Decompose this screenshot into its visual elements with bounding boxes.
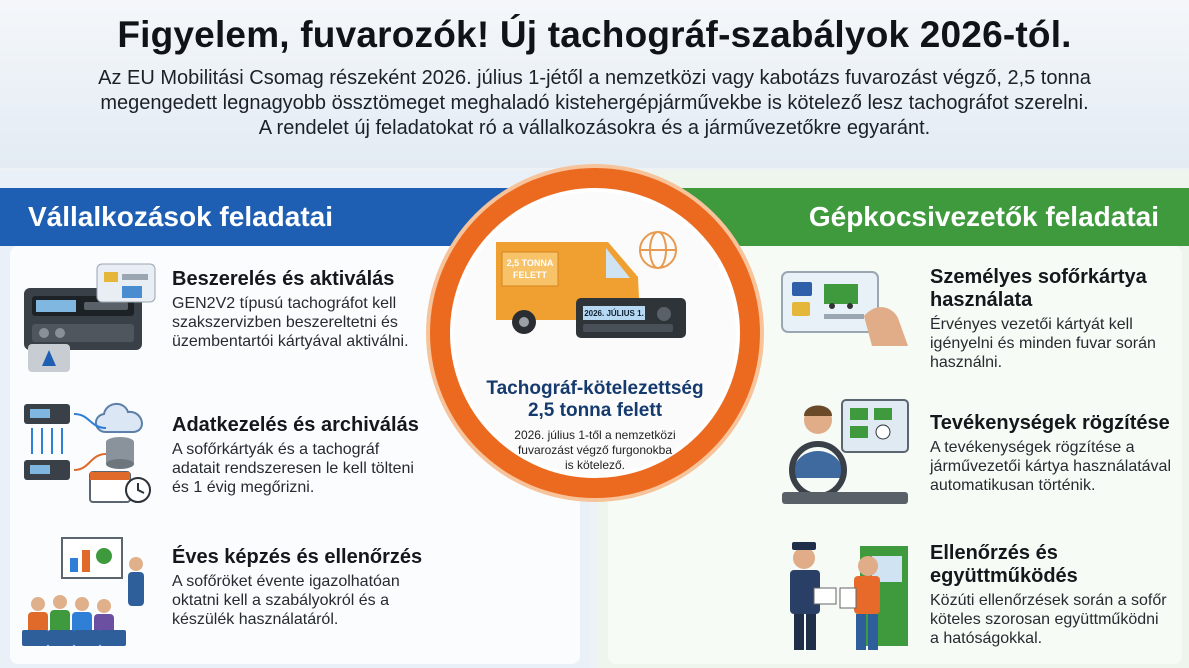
item-text: A sofőrkártyák és a tachográf adatait rendszeresen le kell tölteni és 1 évig megőrizni. [172,441,414,496]
item-title: Adatkezelés és archiválás [172,414,419,436]
right-item-recording [930,412,1185,495]
driver-wheel-icon [778,398,912,506]
left-item-data [172,414,442,497]
intro-line: A rendelet új feladatokat ró a vállalkozásokra és a járművezetőkre egyaránt. [258,117,931,139]
item-text: A tevékenységek rögzítése a járművezetői kártya használatával automatikusan történik. [930,439,1172,494]
left-item-training [172,546,442,629]
right-item-driver-card [930,266,1175,372]
item-title: Tevékenységek rögzítése [930,412,1170,434]
left-heading: Vállalkozások feladatai [0,188,560,246]
training-icon [20,534,160,652]
right-heading: Gépkocsivezetők feladatai [632,188,1189,246]
tachograph-icon [22,262,162,374]
page-title: Figyelem, fuvarozók! Új tachográf-szabályok 2026-tól. [117,14,1072,55]
tachograph-display: 2026. JÚLIUS 1. [584,309,644,318]
item-title: Éves képzés és ellenőrzés [172,546,423,568]
police-control-icon [780,536,910,656]
left-item-installation [172,268,432,351]
item-text: Közúti ellenőrzések során a sofőr köteles szorosan együttműködni a hatóságokkal. [930,592,1167,647]
right-item-control [930,542,1180,648]
intro-line: megengedett legnagyobb össztömeget meghaladó kistehergépjárművekbe is kötelező lesz tachográfot szerelni. [100,92,1089,114]
item-title: Személyes sofőrkártya használata [930,266,1147,311]
van-sign-line1: 2,5 TONNA [506,258,554,268]
header [0,0,1189,168]
driver-card-hand-icon [780,266,912,350]
intro-text [0,66,1189,141]
center-subtitle: 2026. július 1-től a nemzetközi fuvarozást végző furgonokba is kötelező. [514,428,676,472]
center-title: Tachográf-kötelezettség 2,5 tonna felett [486,378,704,421]
van-illustration [488,222,706,347]
item-title: Ellenőrzés és együttműködés [930,542,1078,587]
item-text: A sofőröket évente igazolhatóan oktatni kell a szabályokról és a készülék használatáról. [172,573,400,628]
intro-line: Az EU Mobilitási Csomag részeként 2026. július 1-jétől a nemzetközi vagy kabotázs fuvarozást végző, 2,5 tonna [98,67,1091,89]
van-sign-line2: FELETT [513,270,547,280]
item-title: Beszerelés és aktiválás [172,268,395,290]
item-text: GEN2V2 típusú tachográfot kell szakszervizben beszereltetni és üzembentartói kártyával aktiválni. [172,295,409,350]
item-text: Érvényes vezetői kártyát kell igényelni és minden fuvar során használni. [930,316,1156,371]
cloud-data-icon [20,398,155,508]
